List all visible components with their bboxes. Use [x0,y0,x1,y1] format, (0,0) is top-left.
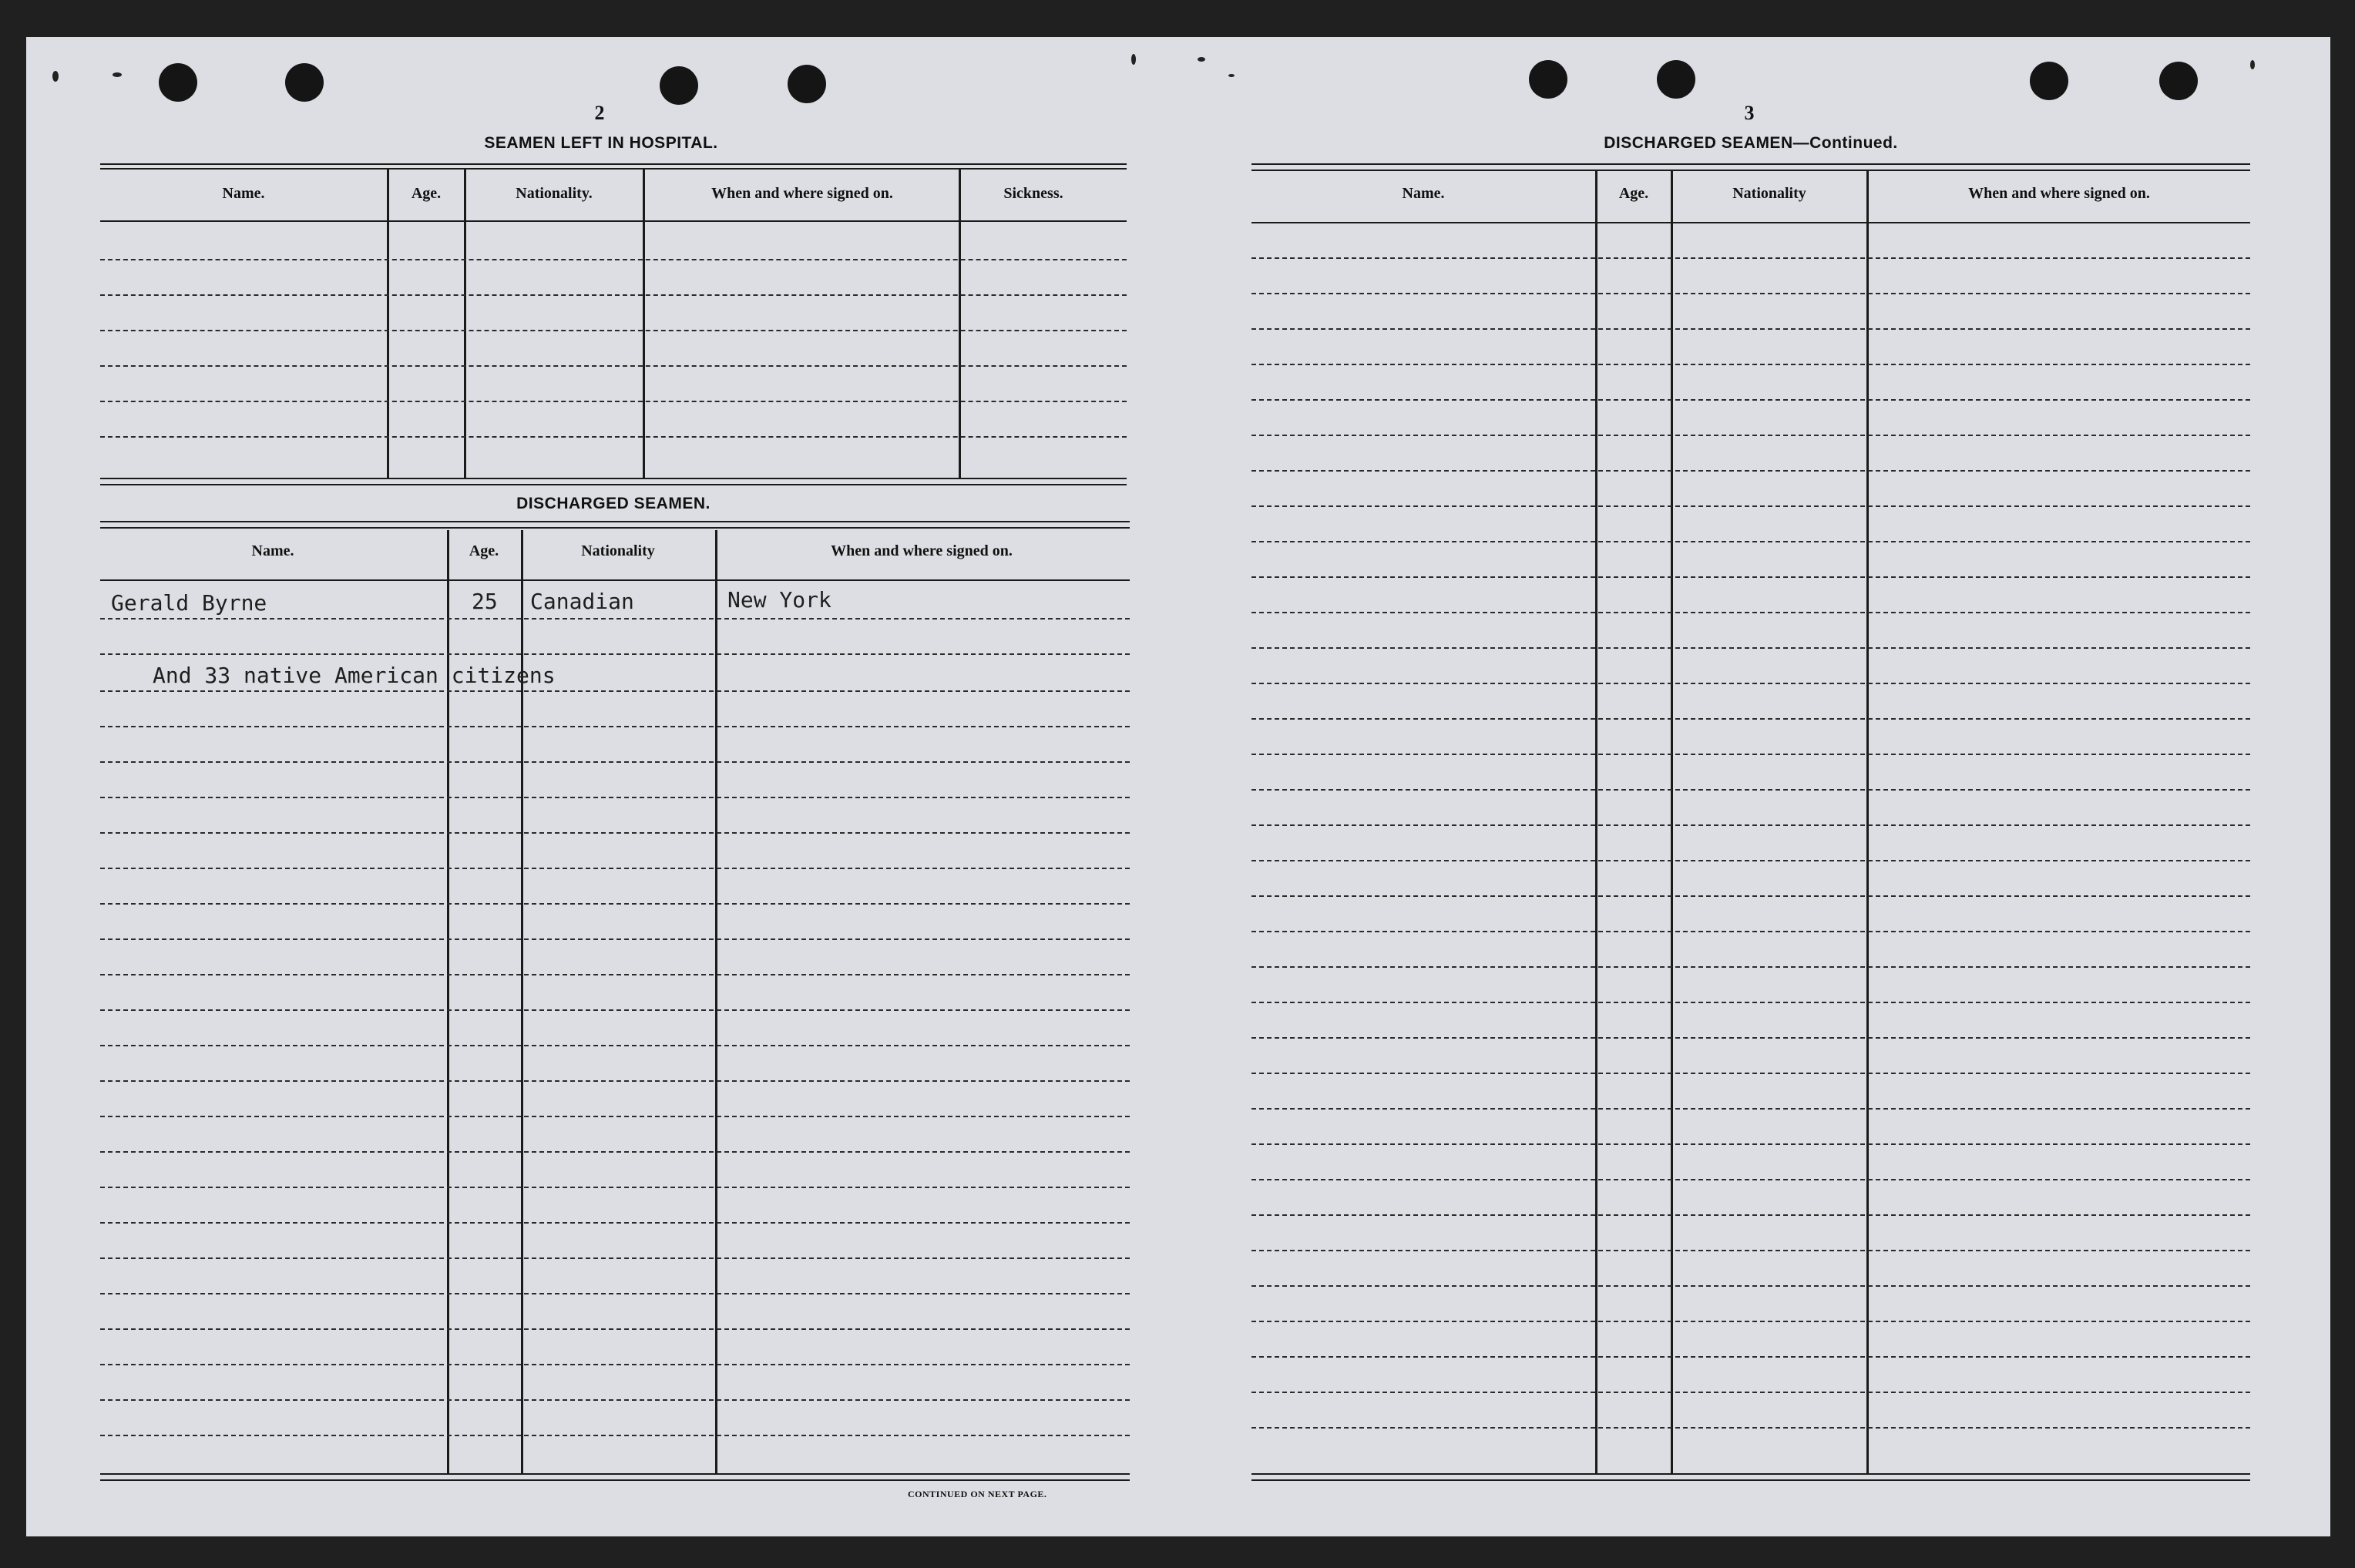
discharged-row-line [100,1009,1130,1011]
right-row-line [1251,1321,2250,1322]
hospital-col-divider [643,170,645,478]
discharged-row-line [100,1116,1130,1117]
right-row-line [1251,1250,2250,1251]
discharged-header-rule [100,579,1130,581]
discharged-row-line [100,903,1130,905]
hospital-col-divider [959,170,961,478]
right-row-line [1251,1179,2250,1180]
discharged-row-line [100,832,1130,834]
right-row-line [1251,612,2250,613]
right-row-line [1251,895,2250,897]
entry-age: 25 [472,589,498,614]
hospital-header-sickness: Sickness. [1003,185,1063,202]
discharged-bottom-rule [100,1479,1130,1481]
discharged-row-line [100,690,1130,692]
hospital-section-title: SEAMEN LEFT IN HOSPITAL. [484,134,718,152]
discharged-row-line [100,1080,1130,1082]
discharged-row-line [100,938,1130,940]
hospital-col-divider [387,170,389,478]
document-sheet [26,37,2330,1536]
right-row-line [1251,328,2250,330]
right-row-line [1251,293,2250,294]
page-number: 3 [1744,102,1755,124]
right-row-line [1251,1143,2250,1145]
discharged-row-line [100,1045,1130,1046]
discharged-header-name: Name. [251,542,294,559]
hospital-bottom-rule [100,484,1127,485]
hospital-top-rule [100,168,1127,170]
hospital-header-signed-on: When and where signed on. [711,185,893,202]
right-row-line [1251,1285,2250,1287]
page-number: 2 [594,102,605,124]
right-page [1174,37,2330,1536]
right-col-divider [1595,171,1597,1475]
right-row-line [1251,1073,2250,1074]
entry-nationality: Canadian [530,589,634,614]
right-row-line [1251,364,2250,365]
right-row-line [1251,1002,2250,1003]
discharged-row-line [100,1222,1130,1224]
hospital-bottom-rule [100,478,1127,479]
right-header-rule [1251,222,2250,223]
right-row-line [1251,860,2250,861]
discharged-row-line [100,618,1130,619]
hospital-header-age: Age. [411,185,442,202]
right-row-line [1251,718,2250,720]
right-header-name: Name. [1402,185,1445,202]
hospital-header-nationality: Nationality. [516,185,593,202]
right-row-line [1251,505,2250,507]
hospital-row-line [100,401,1127,402]
right-row-line [1251,399,2250,401]
entry-note: And 33 native American citizens [153,663,556,688]
discharged-top-rule [100,527,1130,529]
discharged-row-line [100,1293,1130,1294]
discharged-section-title: DISCHARGED SEAMEN. [516,495,711,512]
right-row-line [1251,435,2250,436]
right-row-line [1251,1214,2250,1216]
discharged-row-line [100,797,1130,798]
right-row-line [1251,470,2250,472]
right-row-line [1251,1037,2250,1039]
hospital-col-divider [464,170,466,478]
right-top-rule [1251,170,2250,171]
right-row-line [1251,1392,2250,1393]
right-row-line [1251,647,2250,649]
right-row-line [1251,541,2250,542]
discharged-row-line [100,868,1130,869]
entry-name: Gerald Byrne [111,590,267,616]
discharged-header-age: Age. [469,542,499,559]
discharged-row-line [100,1328,1130,1330]
hospital-row-line [100,365,1127,367]
discharged-row-line [100,1187,1130,1188]
hospital-row-line [100,330,1127,331]
right-header-signed-on: When and where signed on. [1968,185,2150,202]
discharged-row-line [100,1399,1130,1401]
right-header-age: Age. [1618,185,1649,202]
right-col-divider [1671,171,1673,1475]
discharged-row-line [100,653,1130,655]
hospital-top-rule [100,163,1127,165]
discharged-bottom-rule [100,1473,1130,1475]
right-bottom-rule [1251,1473,2250,1475]
right-row-line [1251,257,2250,259]
discharged-row-line [100,1257,1130,1259]
right-col-divider [1866,171,1869,1475]
hospital-row-line [100,294,1127,296]
discharged-header-signed-on: When and where signed on. [831,542,1013,559]
discharged-continued-title: DISCHARGED SEAMEN—Continued. [1604,134,1898,152]
right-row-line [1251,931,2250,932]
entry-signed-on: New York [727,587,831,613]
left-page [26,37,1182,1536]
discharged-col-divider [715,530,717,1473]
right-row-line [1251,576,2250,578]
right-row-line [1251,966,2250,968]
discharged-row-line [100,1364,1130,1365]
right-row-line [1251,683,2250,684]
right-row-line [1251,1427,2250,1429]
discharged-row-line [100,726,1130,727]
discharged-row-line [100,974,1130,975]
right-row-line [1251,754,2250,755]
discharged-row-line [100,1435,1130,1436]
discharged-row-line [100,1151,1130,1153]
hospital-row-line [100,436,1127,438]
right-row-line [1251,789,2250,791]
right-top-rule [1251,163,2250,165]
continued-footnote: CONTINUED ON NEXT PAGE. [908,1489,1047,1499]
right-header-nationality: Nationality [1732,185,1806,202]
hospital-header-name: Name. [222,185,265,202]
right-row-line [1251,1108,2250,1110]
discharged-header-nationality: Nationality [581,542,655,559]
right-row-line [1251,824,2250,826]
hospital-header-rule [100,220,1127,222]
right-bottom-rule [1251,1479,2250,1481]
discharged-top-rule [100,521,1130,522]
hospital-row-line [100,259,1127,260]
right-row-line [1251,1356,2250,1358]
discharged-row-line [100,761,1130,763]
